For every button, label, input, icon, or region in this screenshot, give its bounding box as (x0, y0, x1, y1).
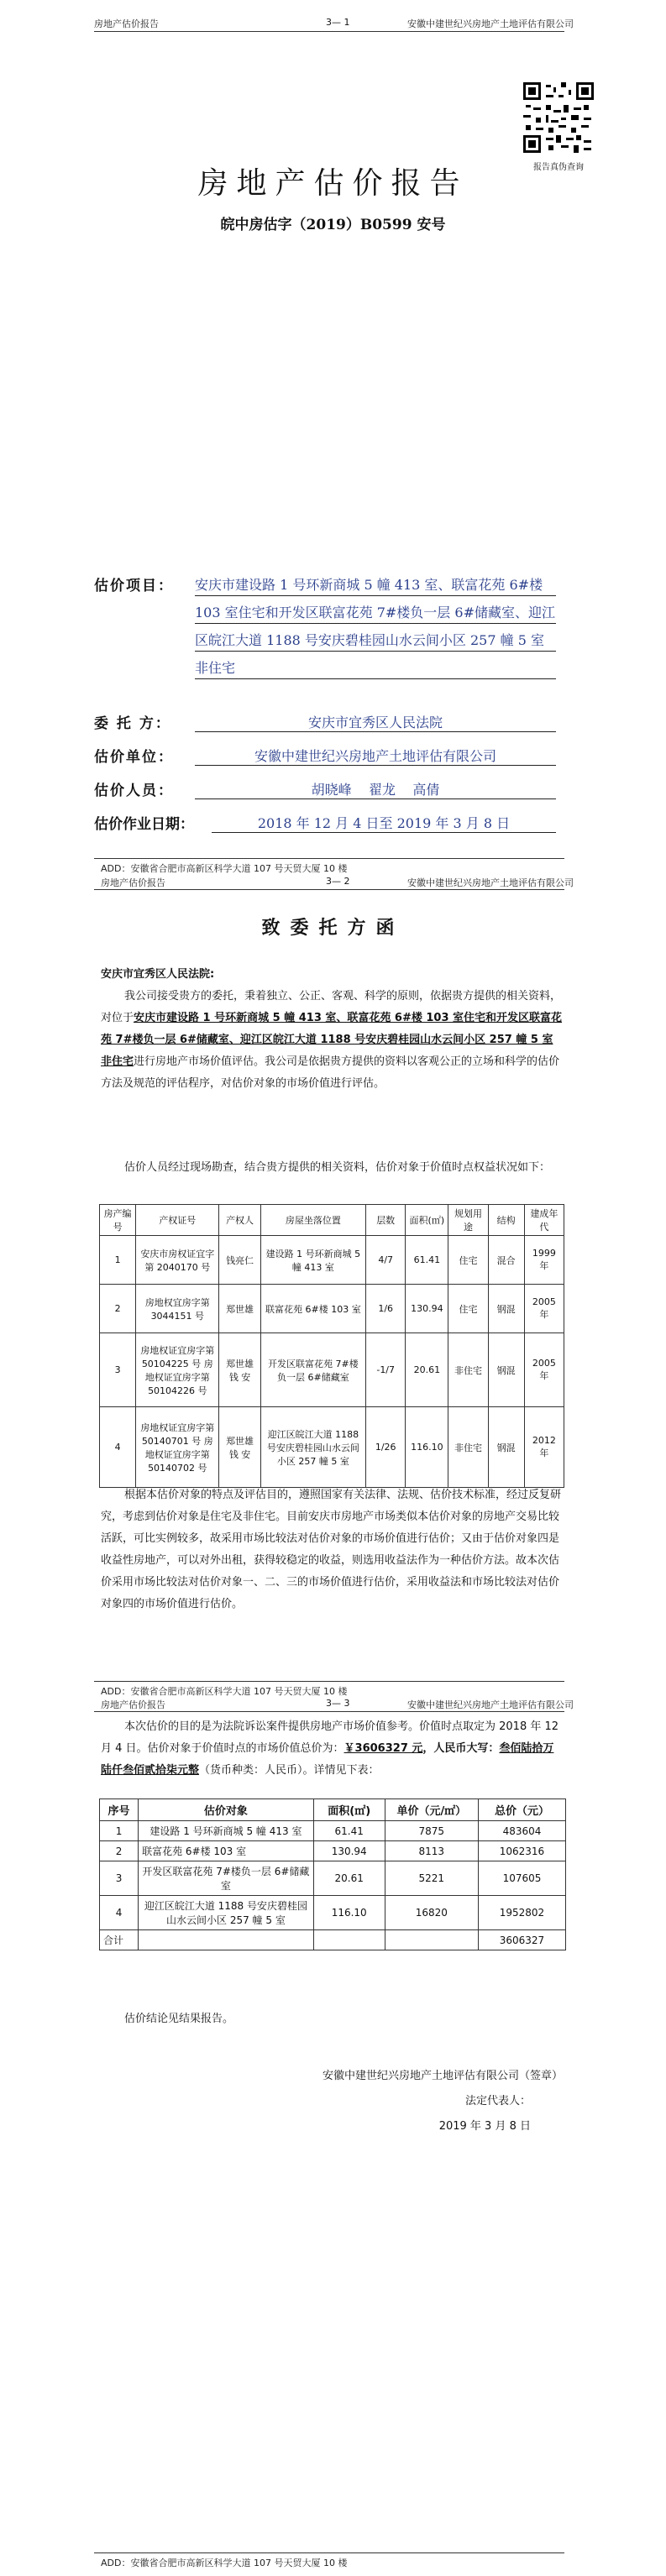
signature-company: 安徽中建世纪兴房地产土地评估有限公司（签章） (322, 2070, 563, 2082)
cell: 联富花苑 6#楼 103 室 (260, 1285, 365, 1333)
table-row (100, 1285, 564, 1333)
header-rule (94, 31, 564, 32)
th: 房屋坐落位置 (260, 1205, 365, 1236)
letter-paragraph-4: 本次估价的目的是为法院诉讼案件提供房地产市场价值参考。价值时点取定为 2018 年 12 月 4 日。估价对象于价值时点的市场价值总价为：￥3606327 元，人民币大写：叁佰陆拾万陆仟叁佰贰拾柒元整（货币种类：人民币）。详情见下表： (101, 1720, 559, 1777)
underline (195, 623, 556, 624)
cell: 61.41 (406, 1236, 448, 1285)
cell: 3 (100, 1333, 136, 1407)
cell: 8113 (385, 1841, 478, 1861)
cell: 迎江区皖江大道 1188 号安庆碧桂园山水云间小区 257 幢 5 室 (260, 1407, 365, 1488)
th: 房产编号 (100, 1205, 136, 1236)
qr-note: 报告真伪查询 (533, 163, 584, 172)
cell: 61.41 (313, 1821, 385, 1841)
header-left: 房地产估价报告 (101, 877, 165, 888)
cell: 联富花苑 6#楼 103 室 (139, 1841, 314, 1861)
cell: 建设路 1 号环新商城 5 幢 413 室 (139, 1821, 314, 1841)
underline (195, 678, 556, 679)
cell: 16820 (385, 1896, 478, 1930)
underline (195, 595, 556, 596)
letter-paragraph-1: 我公司接受贵方的委托，秉着独立、公正、客观、科学的原则，依据贵方提供的相关资料，对位于安庆市建设路 1 号环新商城 5 幢 413 室、联富花苑 6#楼 103 室住宅和开发区联富花苑 7#楼负一层 6#储藏室、迎江区皖江大道 1188 号安庆碧桂园山水云间小区 257 幢 5 室非住宅进行房地产市场价值评估。我公司是依据贵方提供的资料以客观公正的立场和科学的估价方法及规范的评估程序，对估价对象的市场价值进行评估。 (101, 990, 563, 1090)
cell: 2012 年 (524, 1407, 564, 1488)
cell: 迎江区皖江大道 1188 号安庆碧桂园山水云间小区 257 幢 5 室 (139, 1896, 314, 1930)
field-value-client: 安庆市宜秀区人民法院 (307, 715, 443, 730)
table-row (100, 1896, 566, 1930)
underline (195, 798, 556, 799)
letter-paragraph-2: 估价人员经过现场勘查，结合贵方提供的相关资料，估价对象于价值时点权益状况如下： (124, 1161, 551, 1174)
table-row (100, 1407, 564, 1488)
cell: 非住宅 (448, 1407, 488, 1488)
qr-code[interactable] (521, 80, 596, 155)
cell: 1999 年 (524, 1236, 564, 1285)
cell: 1/6 (366, 1285, 406, 1333)
field-label-project: 估价项目： (94, 578, 174, 594)
cell: 1 (100, 1236, 136, 1285)
cell: 钢混 (488, 1407, 524, 1488)
cell: 建设路 1 号环新商城 5 幢 413 室 (260, 1236, 365, 1285)
th: 层数 (366, 1205, 406, 1236)
table-header-row (100, 1205, 564, 1236)
field-label-appraiser-org: 估价单位： (94, 749, 174, 766)
signature-rep: 法定代表人： (464, 2095, 531, 2107)
underline (195, 731, 556, 732)
cell: 郑世雄 (219, 1285, 260, 1333)
th: 建成年代 (524, 1205, 564, 1236)
cell: 20.61 (406, 1333, 448, 1407)
cell: 130.94 (406, 1285, 448, 1333)
field-value-period: 2018 年 12 月 4 日至 2019 年 3 月 8 日 (257, 815, 511, 831)
underline (212, 832, 556, 833)
field-value-appraisers: 胡晓峰 翟龙 高倩 (311, 782, 440, 798)
table-row (100, 1236, 564, 1285)
cell: 2005 年 (524, 1333, 564, 1407)
cell: 116.10 (313, 1896, 385, 1930)
th: 估价对象 (139, 1799, 314, 1821)
cell: 房地权证宜房字第 50104225 号 房地权证宜房字第 50104226 号 (136, 1333, 219, 1407)
cell: 2005 年 (524, 1285, 564, 1333)
cell: 开发区联富花苑 7#楼负一层 6#储藏室 (260, 1333, 365, 1407)
letter-salutation: 安庆市宜秀区人民法院: (101, 968, 215, 981)
header-rule (94, 1711, 564, 1712)
cell: 483604 (478, 1821, 565, 1841)
cell: 2 (100, 1841, 139, 1861)
letter-paragraph-3: 根据本估价对象的特点及评估目的，遵照国家有关法律、法规、估价技术标准，经过反复研究，考虑到估价对象是住宅及非住宅。目前安庆市房地产市场类似本估价对象的房地产交易比较活跃，可比实例较多，故采用市场比较法对估价对象的市场价值进行估价；又由于估价对象四是收益性房地产，可以对外出租，获得较稳定的收益，则选用收益法作为一种估价方法。故本次估价采用市场比较法对估价对象一、二、三的市场价值进行估价，采用收益法和市场比较法对估价对象四的市场价值进行估价。 (101, 1489, 562, 1610)
cell: 钢混 (488, 1285, 524, 1333)
total-label: 合计 (100, 1930, 139, 1950)
cell: 107605 (478, 1861, 565, 1896)
field-label-client: 委 托 方： (94, 715, 171, 732)
th: 单价（元/㎡） (385, 1799, 478, 1821)
letter-title: 致委托方函 (261, 917, 405, 939)
cell: 钢混 (488, 1333, 524, 1407)
th: 产权人 (219, 1205, 260, 1236)
page-number: 3— 1 (326, 17, 350, 28)
report-title: 房地产估价报告 (197, 166, 469, 201)
table-row (100, 1841, 566, 1861)
cell: 住宅 (448, 1236, 488, 1285)
cell: 安庆市房权证宜字第 2040170 号 (136, 1236, 219, 1285)
cell: 混合 (488, 1236, 524, 1285)
footer-address: ADD：安徽省合肥市高新区科学大道 107 号天贸大厦 10 楼 (101, 1686, 348, 1697)
cell: 130.94 (313, 1841, 385, 1861)
cell: 住宅 (448, 1285, 488, 1333)
letter-conclusion: 估价结论见结果报告。 (124, 2013, 234, 2025)
cell: 3 (100, 1861, 139, 1896)
th: 面积(㎡) (406, 1205, 448, 1236)
cell (313, 1930, 385, 1950)
header-right: 安徽中建世纪兴房地产土地评估有限公司 (407, 18, 574, 29)
field-label-period: 估价作业日期： (94, 816, 194, 833)
underline (195, 765, 556, 766)
table-total-row (100, 1930, 566, 1950)
cell: 1 (100, 1821, 139, 1841)
property-table (99, 1204, 564, 1488)
header-right: 安徽中建世纪兴房地产土地评估有限公司 (407, 1699, 574, 1710)
cell: 1062316 (478, 1841, 565, 1861)
cell: 116.10 (406, 1407, 448, 1488)
cell: 1/26 (366, 1407, 406, 1488)
th: 面积(㎡) (313, 1799, 385, 1821)
table-row (100, 1861, 566, 1896)
table-header-row (100, 1799, 566, 1821)
cell: 钱亮仁 (219, 1236, 260, 1285)
cell: 2 (100, 1285, 136, 1333)
field-value-project: 安庆市建设路 1 号环新商城 5 幢 413 室、联富花苑 6#楼 103 室住宅和开发区联富花苑 7#楼负一层 6#储藏室、迎江区皖江大道 1188 号安庆碧桂园山水云间小区 257 幢 5 室非住宅 (195, 577, 555, 676)
cell: 7875 (385, 1821, 478, 1841)
field-value-appraiser-org: 安徽中建世纪兴房地产土地评估有限公司 (254, 748, 496, 764)
cell: 郑世雄 钱 安 (219, 1333, 260, 1407)
report-number: 皖中房估字（2019）B0599 安号 (220, 217, 446, 233)
cell (139, 1930, 314, 1950)
cell: 5221 (385, 1861, 478, 1896)
header-left: 房地产估价报告 (94, 18, 159, 29)
cell: 4 (100, 1896, 139, 1930)
header-left: 房地产估价报告 (101, 1699, 165, 1710)
footer-address: ADD：安徽省合肥市高新区科学大道 107 号天贸大厦 10 楼 (101, 863, 348, 874)
th: 产权证号 (136, 1205, 219, 1236)
table-row (100, 1821, 566, 1841)
cell: 郑世雄 钱 安 (219, 1407, 260, 1488)
cell: 房地权证宜房字第 50140701 号 房地权证宜房字第 50140702 号 (136, 1407, 219, 1488)
footer-rule (94, 858, 564, 859)
cell: 20.61 (313, 1861, 385, 1896)
header-rule (94, 889, 564, 890)
cell: 4/7 (366, 1236, 406, 1285)
th: 序号 (100, 1799, 139, 1821)
cell: 房地权宜房字第 3044151 号 (136, 1285, 219, 1333)
table-row (100, 1333, 564, 1407)
cell: 1952802 (478, 1896, 565, 1930)
cell: 开发区联富花苑 7#楼负一层 6#储藏室 (139, 1861, 314, 1896)
header-right: 安徽中建世纪兴房地产土地评估有限公司 (407, 877, 574, 888)
result-table (99, 1798, 566, 1950)
th: 总价（元） (478, 1799, 565, 1821)
th: 规划用途 (448, 1205, 488, 1236)
page-number: 3— 2 (326, 876, 350, 887)
th: 结构 (488, 1205, 524, 1236)
cell: 非住宅 (448, 1333, 488, 1407)
footer-address: ADD：安徽省合肥市高新区科学大道 107 号天贸大厦 10 楼 (101, 2558, 348, 2568)
total-value: 3606327 (478, 1930, 565, 1950)
cell: 4 (100, 1407, 136, 1488)
footer-rule (94, 2552, 564, 2553)
cell: -1/7 (366, 1333, 406, 1407)
field-label-appraisers: 估价人员： (94, 783, 174, 799)
underline (195, 651, 556, 652)
footer-rule (94, 1681, 564, 1682)
cell (385, 1930, 478, 1950)
page-number: 3— 3 (326, 1698, 350, 1709)
signature-date: 2019 年 3 月 8 日 (438, 2120, 531, 2133)
